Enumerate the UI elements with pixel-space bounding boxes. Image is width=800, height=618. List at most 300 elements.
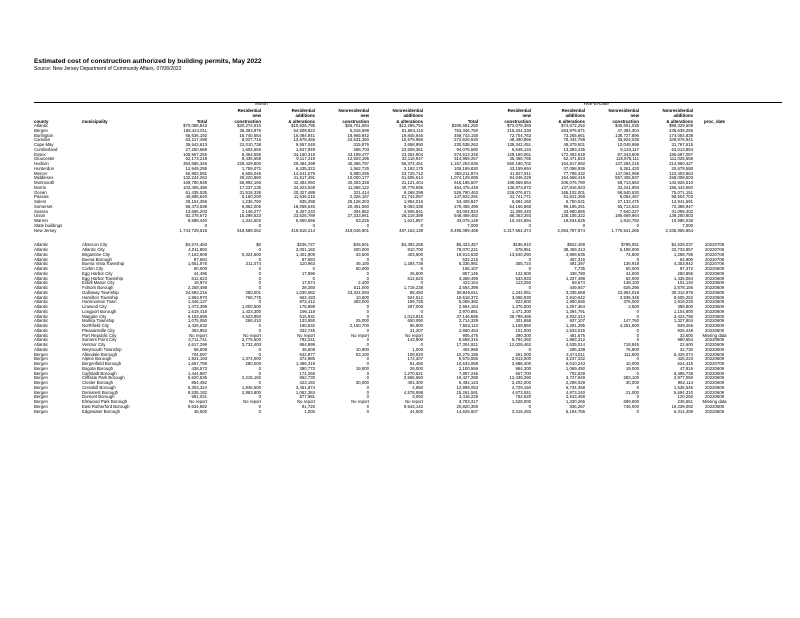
table-cell: New Jersey: [34, 227, 57, 233]
table-cell: 142,826,510: [669, 180, 693, 186]
table-cell: 6,734,358: [565, 384, 585, 390]
table-cell: $4,674,483: [185, 242, 207, 248]
table-cell: Margate City: [82, 313, 107, 319]
table-cell: 13,978,466: [293, 137, 315, 143]
table-cell: 1,337,498: [565, 275, 585, 281]
column-header-line: additions: [565, 113, 585, 119]
table-cell: 3,654,398: [458, 285, 478, 291]
table-cell: 0: [258, 247, 261, 253]
table-cell: 198,569,564: [507, 180, 531, 186]
table-cell: 0: [258, 280, 261, 286]
table-cell: 44,600: [625, 270, 639, 276]
table-cell: Bergen: [34, 361, 48, 367]
table-cell: $4,392,255: [401, 242, 423, 248]
table-cell: 263,976,871: [561, 127, 585, 133]
table-cell: $40,601,035: [615, 123, 639, 129]
table-cell: 20220609: [704, 304, 725, 310]
table-cell: 133,550: [299, 318, 315, 324]
table-cell: 147,760: [623, 318, 639, 324]
table-cell: 926,448: [677, 327, 693, 333]
table-cell: 250,855: [677, 270, 693, 276]
table-cell: 115,875,111: [616, 156, 639, 162]
table-cell: 4,535,014: [565, 342, 585, 348]
table-cell: 20220609: [704, 266, 725, 272]
table-cell: 524,512: [407, 294, 423, 300]
table-cell: 103,405,396: [183, 184, 207, 190]
table-cell: Linwood City: [82, 304, 107, 310]
table-cell: 154,668,416: [561, 175, 585, 181]
table-cell: Bergen: [34, 370, 48, 376]
table-cell: 196,118: [299, 308, 315, 314]
table-cell: Absecon City: [82, 242, 108, 248]
table-cell: 13,383,435: [563, 146, 585, 152]
table-cell: 5,261,420: [619, 165, 639, 171]
table-cell: 6,054,467: [619, 194, 639, 200]
column-header-line: Residential: [237, 108, 261, 113]
table-cell: 542,877: [299, 351, 315, 357]
table-cell: 0: [636, 222, 639, 228]
table-cell: 35,824,035: [617, 137, 639, 143]
table-cell: 5,160,200: [241, 194, 261, 200]
table-cell: 0: [366, 337, 369, 343]
table-cell: Atlantic: [34, 304, 49, 310]
table-cell: 3,935,348: [619, 294, 639, 300]
table-cell: 0: [366, 308, 369, 314]
table-cell: 2,964,164: [458, 304, 478, 310]
column-header-line: new: [360, 113, 369, 119]
table-cell: 122,403,863: [669, 170, 693, 176]
table-cell: 58,846,611: [456, 289, 478, 295]
table-cell: Atlantic: [34, 337, 49, 343]
table-cell: 3,316,493: [511, 408, 531, 414]
table-cell: 526,790,463: [454, 189, 478, 195]
table-cell: 216,344,330: [507, 127, 531, 133]
table-cell: 0: [258, 394, 261, 400]
municipality-row: [34, 410, 736, 415]
table-cell: Hunterdon: [34, 165, 55, 171]
table-cell: Estell Manor City: [82, 280, 115, 286]
table-cell: 34,323,538: [293, 184, 315, 190]
table-cell: 0: [636, 256, 639, 262]
table-cell: 835,288: [299, 199, 315, 205]
column-header-line: Residential: [291, 108, 315, 113]
table-cell: 1,000: [412, 346, 423, 352]
table-cell: 3,335,568: [565, 289, 585, 295]
table-cell: $186,910: [513, 242, 531, 248]
table-cell: 1,471,300: [511, 308, 531, 314]
table-cell: Bergen: [34, 351, 48, 357]
table-cell: 43,076,149: [456, 218, 478, 224]
table-cell: 0: [204, 222, 207, 228]
table-cell: 0: [366, 389, 369, 395]
table-cell: 754,520: [515, 394, 531, 400]
table-cell: 1,496,319: [295, 361, 315, 367]
table-cell: 0: [582, 222, 585, 228]
table-cell: $74,672,252: [561, 123, 585, 129]
table-cell: Atlantic: [34, 266, 49, 272]
table-cell: 33,500: [355, 251, 369, 257]
table-cell: 74,800: [625, 251, 639, 257]
column-header-line: construction: [342, 118, 369, 124]
table-cell: 7,857,246: [458, 370, 478, 376]
table-cell: 6,575,555: [458, 356, 478, 362]
table-cell: 65,636,192: [185, 132, 207, 138]
table-cell: 164,817,692: [561, 161, 585, 167]
table-cell: 165,102,001: [561, 189, 585, 195]
table-cell: 0: [366, 375, 369, 381]
table-cell: 51,505,614: [401, 175, 423, 181]
table-cell: 189,725: [407, 299, 423, 305]
table-cell: 4,873,240: [565, 389, 585, 395]
table-cell: No report: [351, 332, 369, 338]
table-cell: 425,223: [677, 356, 693, 362]
table-cell: 1,651,876: [187, 261, 207, 267]
table-cell: 47,384,304: [617, 127, 639, 133]
table-cell: 1,604,655: [241, 146, 261, 152]
table-cell: 662,183: [299, 294, 315, 300]
table-cell: 0: [420, 280, 423, 286]
table-cell: Atlantic: [34, 280, 49, 286]
table-cell: 423,182: [299, 380, 315, 386]
table-cell: Alpine Borough: [82, 356, 112, 362]
table-cell: Bergen: [34, 403, 48, 409]
table-cell: $72,078,355: [507, 123, 531, 129]
table-cell: 0: [528, 222, 531, 228]
column-header-line: Total: [196, 118, 207, 124]
table-cell: 17,304,921: [456, 342, 478, 348]
table-cell: 0: [258, 266, 261, 272]
table-cell: Atlantic: [34, 247, 49, 253]
table-cell: 20220609: [704, 346, 725, 352]
table-cell: State buildings: [34, 222, 63, 228]
table-cell: 3,732,400: [241, 342, 261, 348]
table-cell: 980,654: [677, 337, 693, 343]
table-cell: 2,863,800: [241, 389, 261, 395]
table-cell: 77,796,332: [563, 170, 585, 176]
table-cell: No report: [297, 399, 315, 405]
table-cell: 7,640,227: [619, 208, 639, 214]
table-cell: Atlantic City: [82, 247, 105, 253]
table-cell: 376,000: [623, 299, 639, 305]
table-cell: 1,621,857: [403, 218, 423, 224]
table-cell: 678,951: [515, 247, 531, 253]
table-cell: 6,546,134: [511, 146, 531, 152]
table-cell: 26,500: [409, 270, 423, 276]
table-cell: 0: [258, 365, 261, 371]
table-cell: Morris: [34, 184, 46, 190]
table-cell: 3,237,332: [565, 356, 585, 362]
table-cell: 20,461,550: [347, 203, 369, 209]
table-cell: 577,981: [299, 394, 315, 400]
table-cell: 106,199,830: [454, 165, 478, 171]
table-cell: 390,773: [299, 365, 315, 371]
table-cell: Atlantic: [34, 318, 49, 324]
table-cell: 650,190,702: [507, 161, 531, 167]
table-cell: 358,800: [677, 304, 693, 310]
table-cell: 92,378,672: [185, 213, 207, 219]
table-cell: Closter Borough: [82, 380, 114, 386]
table-cell: No report: [405, 399, 423, 405]
table-cell: 19,239,092: [671, 403, 693, 409]
table-cell: 18,965,942: [347, 132, 369, 138]
table-cell: 20220708: [704, 247, 725, 253]
table-cell: 0: [258, 408, 261, 414]
table-cell: Pleasantville City: [82, 327, 115, 333]
table-cell: Mullica Township: [82, 318, 115, 324]
table-cell: 228,429,800: [237, 161, 261, 167]
table-cell: 5,794,350: [511, 337, 531, 343]
table-cell: 283,100: [623, 375, 639, 381]
table-cell: 6,316,698: [349, 127, 369, 133]
column-header: [423, 108, 478, 124]
table-cell: 6,435,323: [295, 165, 315, 171]
table-cell: 0: [366, 361, 369, 367]
table-cell: 1,327,804: [673, 318, 693, 324]
table-cell: $0: [256, 242, 261, 248]
table-header: [34, 108, 736, 124]
table-cell: 301,658: [515, 318, 531, 324]
table-cell: 17,574: [301, 280, 315, 286]
table-cell: 68,713,653: [617, 180, 639, 186]
table-cell: 200,000: [353, 247, 369, 253]
table-cell: 10,444,894: [509, 218, 531, 224]
column-header: [152, 108, 207, 124]
table-cell: 97,372: [679, 266, 693, 272]
table-cell: 15,579,966: [401, 137, 423, 143]
table-cell: 4,578,998: [403, 389, 423, 395]
table-cell: 3,050: [412, 394, 423, 400]
table-cell: 58,508: [193, 346, 207, 352]
table-cell: 20220708: [704, 361, 725, 367]
table-cell: 2,775,600: [241, 337, 261, 343]
table-cell: 0: [420, 256, 423, 262]
table-cell: Egg Harbor Township: [82, 275, 124, 281]
table-cell: 95,900: [409, 323, 423, 329]
table-cell: 58,504,703: [671, 194, 693, 200]
table-cell: 532,215: [462, 256, 478, 262]
table-cell: Galloway Township: [82, 289, 119, 295]
table-cell: Essex: [34, 151, 46, 157]
table-cell: 2,325,167: [349, 194, 369, 200]
table-cell: Bergen: [34, 365, 48, 371]
table-cell: 5,694,310: [673, 389, 693, 395]
table-cell: 0: [528, 403, 531, 409]
table-cell: 1,159,850: [511, 323, 531, 329]
table-cell: 3,066,930: [511, 294, 531, 300]
table-cell: 20220609: [704, 275, 725, 281]
table-cell: 25,000: [355, 318, 369, 324]
table-cell: Camden: [34, 137, 51, 143]
table-cell: 332,745: [299, 327, 315, 333]
table-cell: 37,098,936: [563, 165, 585, 171]
column-header-line: municipality: [82, 118, 108, 124]
table-cell: Atlantic: [34, 256, 49, 262]
table-cell: Atlantic: [34, 299, 49, 305]
table-cell: 0: [258, 323, 261, 329]
column-header-line: & alterations: [396, 118, 423, 124]
column-header: [531, 108, 585, 124]
table-cell: 20220609: [704, 389, 725, 395]
table-cell: 206,076,780: [561, 180, 585, 186]
table-cell: 5,364,555: [241, 151, 261, 157]
table-cell: 55,992,166: [239, 180, 261, 186]
table-cell: Burlington: [34, 132, 54, 138]
table-cell: Salem: [34, 199, 47, 205]
table-cell: 6,314,409: [673, 408, 693, 414]
table-cell: 23,954,018: [617, 289, 639, 295]
table-cell: 3,970,891: [458, 308, 478, 314]
table-cell: Monmouth: [34, 180, 55, 186]
table-cell: 10,500: [355, 294, 369, 300]
table-cell: 20220609: [704, 323, 725, 329]
table-cell: 937,107: [569, 318, 585, 324]
table-cell: Demarest Borough: [82, 389, 119, 395]
table-cell: 10,000,177: [347, 175, 369, 181]
table-cell: 13,665,203: [185, 208, 207, 214]
table-cell: 87,343,609: [617, 151, 639, 157]
table-cell: 31,121,404: [401, 180, 423, 186]
table-cell: No report: [189, 399, 207, 405]
table-cell: 20220609: [704, 370, 725, 376]
table-cell: 60,000: [355, 266, 369, 272]
table-cell: Cumberland: [34, 146, 58, 152]
table-cell: 285,338: [569, 346, 585, 352]
table-cell: 0: [528, 256, 531, 262]
table-cell: 1,776,541,266: [611, 227, 639, 233]
column-header: [34, 108, 82, 124]
table-cell: 8,588,440: [187, 218, 207, 224]
table-cell: 10,048,696: [617, 142, 639, 148]
table-cell: 54,166,868: [509, 203, 531, 209]
table-cell: 0: [258, 270, 261, 276]
header-divider: [34, 102, 782, 103]
table-cell: Atlantic: [34, 123, 49, 129]
table-cell: 884,899: [299, 342, 315, 348]
table-cell: 612,623: [191, 275, 207, 281]
table-cell: 2,860,463: [458, 327, 478, 333]
table-cell: 165,107: [462, 266, 478, 272]
table-cell: Ocean: [34, 189, 47, 195]
table-cell: 964,300: [515, 365, 531, 371]
table-cell: 2,714,329: [458, 318, 478, 324]
table-cell: 7,552,110: [459, 323, 478, 329]
table-cell: 20220609: [704, 403, 725, 409]
table-cell: 11,065,122: [347, 184, 369, 190]
table-cell: 657,700: [515, 370, 531, 376]
table-cell: 56,473,538: [185, 203, 207, 209]
table-cell: 58,540,630: [617, 189, 639, 195]
table-cell: Elmwood Park Borough: [82, 399, 128, 405]
table-cell: 1,921,193: [187, 356, 207, 362]
table-cell: 1,528,000: [511, 399, 531, 405]
table-cell: 75,071,151: [671, 189, 693, 195]
table-cell: 650,090: [407, 318, 423, 324]
table-cell: 12,999,053: [456, 384, 478, 390]
table-cell: 363,952: [191, 327, 207, 333]
table-cell: Bergen: [34, 375, 48, 381]
table-cell: 0: [258, 299, 261, 305]
table-cell: 11,305,440: [509, 208, 531, 214]
table-cell: Atlantic: [34, 308, 49, 314]
table-cell: 4,523,950: [241, 313, 261, 319]
column-header-line: county: [34, 118, 49, 124]
table-cell: 0: [366, 313, 369, 319]
table-cell: 20220609: [704, 375, 725, 381]
table-cell: $99,329,608: [669, 123, 693, 129]
column-header: [261, 108, 315, 124]
table-cell: 0: [258, 327, 261, 333]
table-cell: 12,949,295: [185, 165, 207, 171]
table-cell: 43,159,694: [509, 165, 531, 171]
table-cell: 0: [258, 346, 261, 352]
table-cell: 491,397: [569, 261, 585, 267]
table-cell: 0: [258, 403, 261, 409]
table-cell: 1,950,556: [565, 299, 585, 305]
table-cell: Atlantic: [34, 342, 49, 348]
table-cell: Atlantic: [34, 313, 49, 319]
table-cell: 1,423,300: [241, 308, 261, 314]
table-cell: No report: [243, 332, 261, 338]
table-cell: $12,285,754: [399, 123, 423, 129]
table-cell: Atlantic: [34, 285, 49, 291]
table-cell: 0: [366, 342, 369, 348]
table-cell: $4,529,037: [671, 242, 693, 248]
table-cell: 101,140: [677, 280, 693, 286]
table-cell: 21,000: [625, 389, 639, 395]
table-cell: 3,711,741: [188, 337, 207, 343]
table-cell: 30,000: [355, 380, 369, 386]
table-cell: 511,000: [353, 285, 369, 291]
table-cell: 13,540,290: [509, 251, 531, 257]
table-cell: 283,000: [353, 299, 369, 305]
table-cell: 59,674: [571, 280, 585, 286]
table-cell: Cape May: [34, 142, 54, 148]
table-cell: 42,364,050: [293, 180, 315, 186]
table-cell: $20,274,610: [237, 123, 261, 129]
table-cell: 20220609: [704, 394, 725, 400]
table-cell: Bergen: [34, 389, 48, 395]
table-cell: 132,244,262: [183, 175, 207, 181]
table-cell: 1,075,050: [187, 318, 207, 324]
column-header: [639, 108, 693, 124]
table-cell: 174,054,838: [669, 132, 693, 138]
table-cell: 137,816,923: [561, 184, 585, 190]
table-cell: 72,704,763: [509, 132, 531, 138]
column-header-line: new: [630, 113, 639, 119]
table-cell: 1,069,450: [565, 365, 585, 371]
table-cell: 0: [366, 275, 369, 281]
table-cell: 19,427,288: [456, 375, 478, 381]
table-cell: 33,341,993: [617, 184, 639, 190]
table-cell: 4,474,511: [566, 351, 585, 357]
table-cell: 56,374,451: [401, 161, 423, 167]
table-cell: 20220609: [704, 380, 725, 386]
table-cell: 214,960,427: [669, 161, 693, 167]
table-cell: 1,375,500: [511, 304, 531, 310]
table-cell: 0: [366, 304, 369, 310]
table-cell: 438,790: [569, 270, 585, 276]
column-header: [207, 108, 261, 124]
table-cell: 0: [420, 342, 423, 348]
table-cell: 268,703: [353, 146, 369, 152]
table-cell: 8,495,099,468: [450, 227, 478, 233]
table-cell: 1,394,791: [565, 308, 585, 314]
table-cell: $785,051: [621, 242, 639, 248]
table-cell: 7,163,909: [187, 251, 207, 257]
table-cell: 0: [636, 332, 639, 338]
table-cell: 612,623: [407, 275, 423, 281]
table-cell: 169,780,948: [183, 180, 207, 186]
